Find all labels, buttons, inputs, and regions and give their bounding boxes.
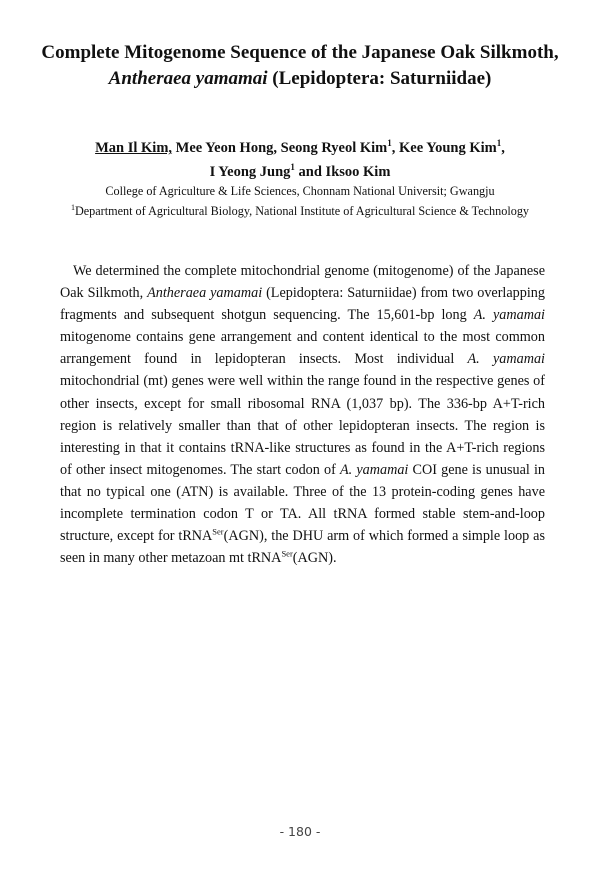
abstract-text: We determined the complete mitochondrial genome (mitogenome) of the Japanese Oak Silkmoth, [60, 263, 545, 302]
title-species-name: Antheraea yamamai [108, 68, 268, 89]
author-names-1: Mee Yeon Hong, Seong Ryeol Kim [172, 140, 388, 156]
author-names-2: , Kee Young Kim [391, 140, 497, 156]
author-affiliation-mark: 1 [496, 138, 502, 149]
species-name: A. yamamai [473, 307, 546, 324]
title-line-2-rest: (Lepidoptera: Saturniidae) [267, 68, 492, 89]
abstract-text: (AGN). [292, 550, 337, 567]
author-names-3: I Yeong Jung [209, 164, 291, 180]
abstract-text: COI gene is unusual in that no typical one (ATN) is available. Three of the 13 protein-coding genes have incomplete termination codon T or TA. All tRNA formed stable stem-and-loop structure, except for tRNA [60, 461, 545, 545]
abstract-text: (AGN), the DHU arm of which formed a simple loop as seen in many other metazoan mt tRNA [60, 528, 545, 567]
author-affiliation-mark: 1 [387, 138, 392, 149]
superscript-ser: Ser [212, 526, 224, 537]
paper-title [40, 40, 560, 92]
affiliation-1: College of Agriculture & Life Sciences, Chonnam National Universit; Gwangju [105, 184, 495, 198]
title-line-1: Complete Mitogenome Sequence of the Japanese Oak Silkmoth, [41, 42, 559, 63]
affiliations [40, 181, 560, 221]
species-name: A. yamamai [467, 351, 545, 368]
author-corresponding: Man Il Kim, [95, 140, 173, 156]
species-name: A. yamamai [340, 461, 409, 478]
author-names-4: and Iksoo Kim [294, 164, 391, 180]
author-comma: , [501, 140, 505, 156]
abstract [60, 260, 545, 569]
author-affiliation-mark: 1 [290, 162, 295, 173]
abstract-text: mitogenome contains gene arrangement and content identical to the most common arrangement found in lepidopteran insects. Most individual [60, 329, 545, 368]
affiliation-2: Department of Agricultural Biology, National Institute of Agricultural Science & Technology [74, 204, 530, 218]
superscript-ser: Ser [281, 548, 293, 559]
author-list [40, 136, 560, 184]
species-name: Antheraea yamamai [147, 285, 263, 302]
abstract-text: mitochondrial (mt) genes were well within the range found in the respective genes of other insects, except for small ribosomal RNA (1,037 bp). The 336-bp A+T-rich region is relatively smaller than that of other lepidopteran insects. The region is interesting in that it contains tRNA-like structures as found in the A+T-rich regions of other insect mitogenomes. The start codon of [60, 373, 545, 478]
abstract-text: (Lepidoptera: Saturniidae) from two overlapping fragments and subsequent shotgun sequencing. The 15,601-bp long [60, 285, 545, 324]
affiliation-mark: 1 [70, 202, 75, 212]
page-number: - 180 - [279, 824, 321, 839]
